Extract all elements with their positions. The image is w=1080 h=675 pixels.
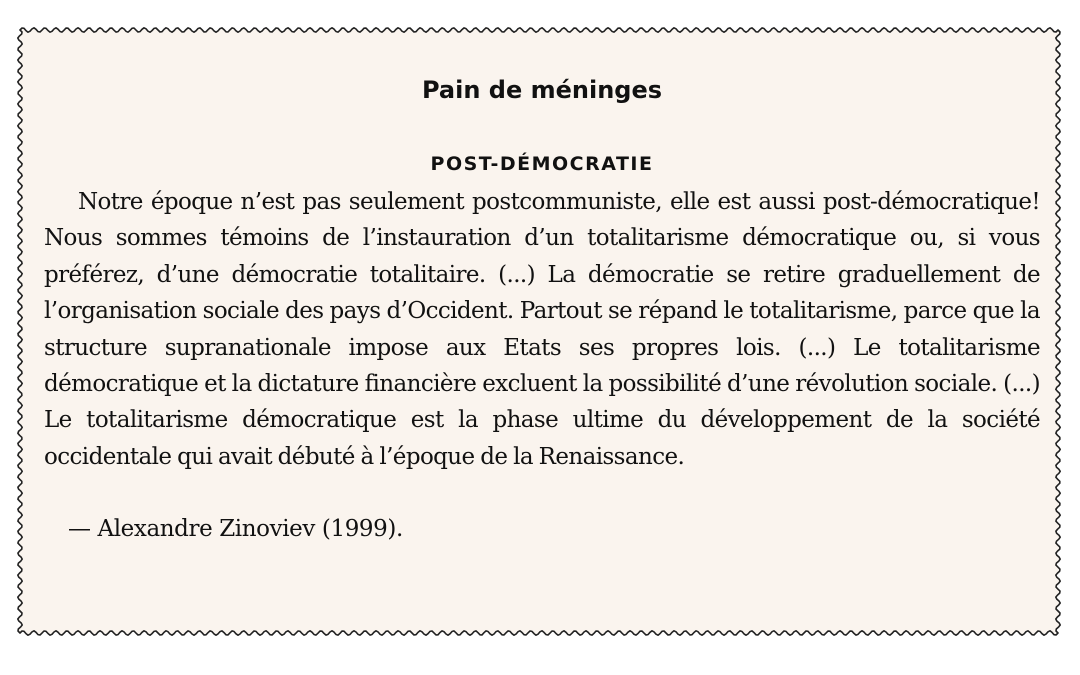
- box-title: Pain de méninges: [421, 76, 663, 104]
- quote-attribution: — Alexandre Zinoviev (1999).: [68, 516, 403, 543]
- section-title: POST-DÉMOCRATIE: [430, 153, 654, 175]
- quote-paragraph: Notre époque n’est pas seulement postcommuniste, elle est aussi post-démocratique! Nous sommes témoins de l’instauration d’un totalitarisme démocratique ou, si vous préférez, d’une démocratie totalitaire. (...) La démocratie se retire graduellement de l’organisation sociale des pays d’Occident. Partout se répand le totalitarisme, parce que la structure supranationale impose aux Etats ses propres lois. (...) Le totalitarisme démocratique et la dictature financière excluent la possibilité d’une révolution sociale. (...) Le totalitarisme démocratique est la phase ultime du développement de la société occidentale qui avait débuté à l’époque de la Renaissance.: [44, 189, 1040, 470]
- quote-box: [44, 72, 1040, 547]
